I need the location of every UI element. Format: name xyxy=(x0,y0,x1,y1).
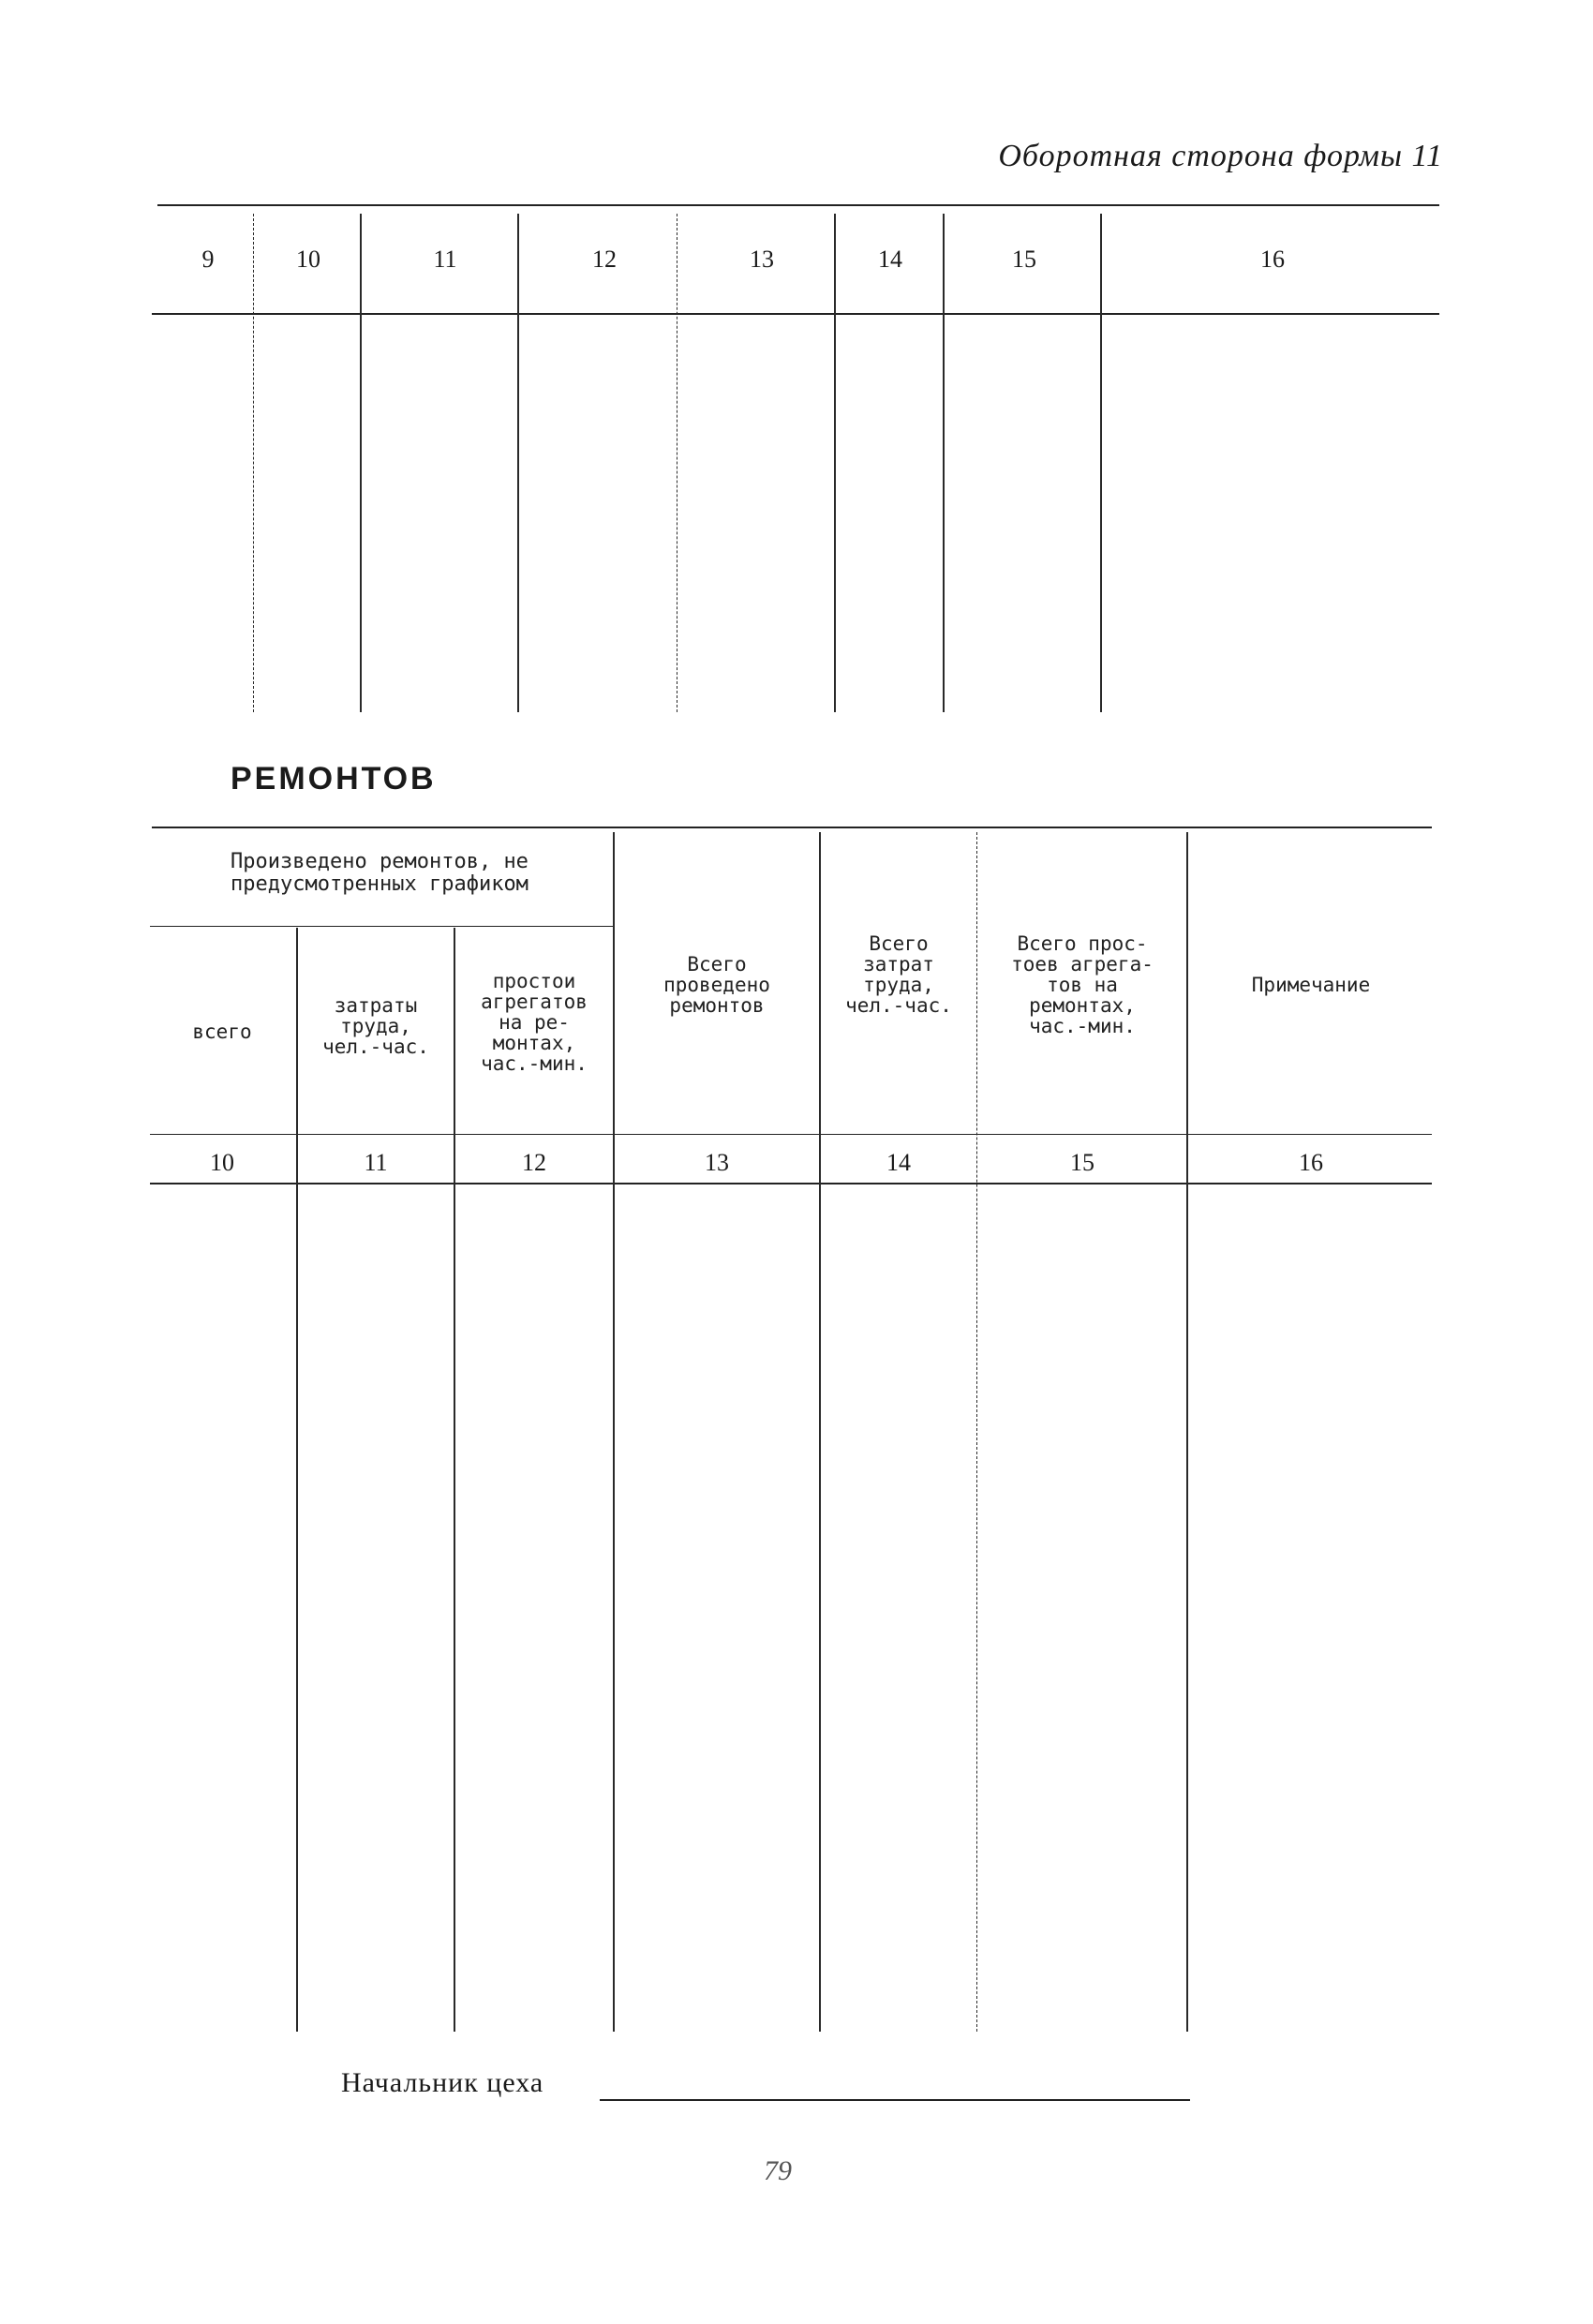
top-table-col-separator xyxy=(943,214,945,712)
top-table-col-separator xyxy=(834,214,836,712)
repairs-col-number: 15 xyxy=(1070,1149,1094,1176)
top-col-number: 15 xyxy=(1012,246,1036,273)
repairs-col-number: 16 xyxy=(1299,1149,1323,1176)
top-table-header-rule xyxy=(152,313,1439,315)
section-title: РЕМОНТОВ xyxy=(231,761,437,797)
top-table-col-separator xyxy=(360,214,362,712)
form-caption: Оборотная сторона формы 11 xyxy=(998,139,1443,173)
col-header-downtime: простои агрегатов на ре- монтах, час.-мин. xyxy=(481,970,588,1075)
top-col-number: 12 xyxy=(592,246,617,273)
number-row-rule xyxy=(150,1183,1432,1184)
top-col-number: 10 xyxy=(296,246,320,273)
repairs-col-separator xyxy=(1186,832,1188,2032)
repairs-table-top-rule xyxy=(152,827,1432,828)
col-header-total-repairs: Всего проведено ремонтов xyxy=(663,953,770,1017)
repairs-col-number: 13 xyxy=(705,1149,729,1176)
repairs-col-separator xyxy=(976,832,977,2032)
repairs-col-separator xyxy=(454,928,455,2032)
page-number: 79 xyxy=(764,2155,792,2186)
col-header-note: Примечание xyxy=(1251,974,1371,996)
header-bottom-rule xyxy=(150,1134,1432,1135)
repairs-col-number: 14 xyxy=(886,1149,911,1176)
repairs-col-number: 10 xyxy=(210,1149,234,1176)
repairs-col-number: 12 xyxy=(522,1149,546,1176)
top-table-col-separator xyxy=(1100,214,1102,712)
top-col-number: 13 xyxy=(750,246,774,273)
top-table-col-separator xyxy=(253,214,254,712)
repairs-col-separator xyxy=(296,928,298,2032)
top-col-number: 16 xyxy=(1260,246,1285,273)
top-table-top-rule xyxy=(157,204,1439,206)
col-header-labor-costs: затраты труда, чел.-час. xyxy=(322,994,429,1058)
repairs-col-separator xyxy=(819,832,821,2032)
group-header-rule xyxy=(150,926,613,927)
top-col-number: 11 xyxy=(433,246,457,273)
top-col-number: 9 xyxy=(201,246,215,273)
col-header-total-downtime: Всего прос- тоев агрега- тов на ремонтах, час.-мин. xyxy=(1011,932,1154,1037)
top-table-col-separator xyxy=(517,214,519,712)
signature-label: Начальник цеха xyxy=(341,2067,544,2098)
unplanned-repairs-group-header: Произведено ремонтов, не предусмотренных графиком xyxy=(231,850,529,896)
top-col-number: 14 xyxy=(878,246,902,273)
repairs-col-number: 11 xyxy=(364,1149,388,1176)
col-header-total: всего xyxy=(192,1020,252,1043)
signature-line xyxy=(600,2099,1190,2101)
repairs-col-separator xyxy=(613,832,615,2032)
col-header-total-labor: Всего затрат труда, чел.-час. xyxy=(845,932,952,1017)
